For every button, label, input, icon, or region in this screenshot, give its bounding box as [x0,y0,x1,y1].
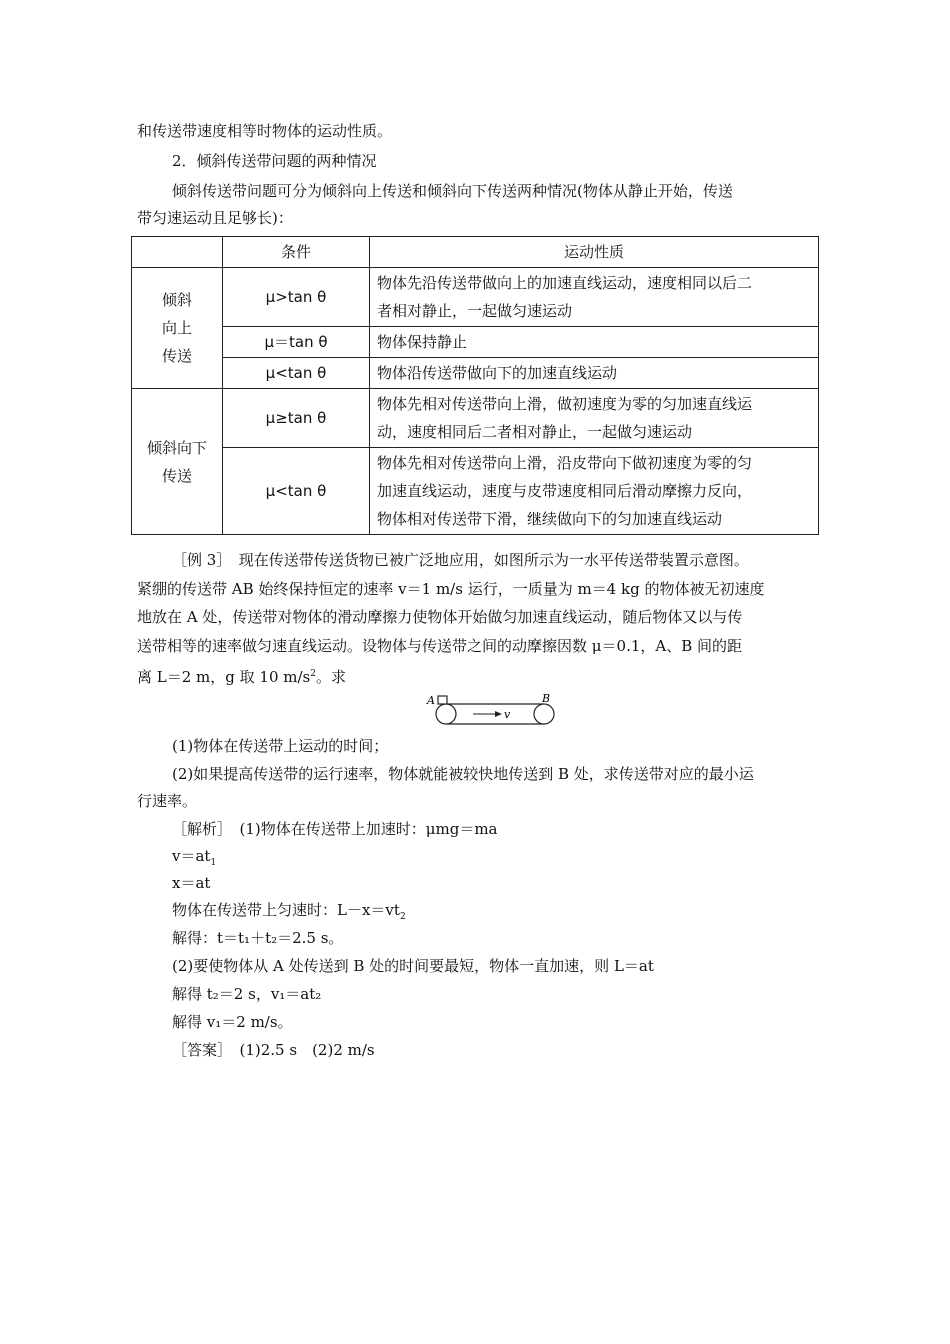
label-v: v [504,708,511,721]
solution-line: 解得：t＝t₁＋t₂＝2.5 s。 [172,929,344,947]
solution-line: (2)要使物体从 A 处传送到 B 处的时间要最短，物体一直加速，则 L＝at [172,957,654,975]
group-up-line: 向上 [161,319,192,337]
motion-cell [370,389,819,448]
group-down-line: 传送 [161,466,192,485]
motion-line: 者相对静止，一起做匀速运动 [377,302,573,320]
group-up-label [132,268,223,389]
solution-sub: 2 [399,912,406,922]
example-line: 送带相等的速率做匀速直线运动。设物体与传送带之间的动摩擦因数 μ＝0.1，A、B 间的距 [137,637,742,655]
solution-sub: 1 [210,858,217,868]
example-line: ［例 3］ 现在传送带传送货物已被广泛地应用，如图所示为一水平传送带装置示意图。 [172,551,749,569]
question-2-cont: 行速率。 [137,792,198,810]
question-2: (2)如果提高传送带的运行速率，物体就能被较快地传送到 B 处，求传送带对应的最小运 [172,765,754,783]
header-empty [132,237,223,268]
motion-cell: 物体沿传送带做向下的加速直线运动 [370,358,819,389]
motion-cell: 物体保持静止 [370,327,819,358]
solution-text: v＝at [172,847,211,865]
intro-paragraph: 倾斜传送带问题可分为倾斜向上传送和倾斜向下传送两种情况(物体从静止开始，传送 [172,182,733,200]
motion-line: 物体先相对传送带向上滑，做初速度为零的匀加速直线运 [377,395,753,413]
solution-text: 物体在传送带上匀速时：L－x＝vt [172,901,400,919]
motion-line: 物体相对传送带下滑，继续做向下的匀加速直线运动 [377,510,723,528]
conveyor-diagram [425,693,559,729]
conveyor-table [131,236,819,535]
condition-cell: μ>tan θ [223,268,370,327]
motion-line: 物体先相对传送带向上滑，沿皮带向下做初速度为零的匀 [377,454,753,472]
arrow-head-icon [495,711,502,717]
table-row [132,358,819,389]
condition-cell: μ＝tan θ [223,327,370,358]
label-b: B [542,692,551,705]
solution-line [172,899,406,928]
header-motion: 运动性质 [370,237,819,268]
condition-cell: μ<tan θ [223,358,370,389]
right-roller [534,704,554,724]
example-line [137,663,346,688]
motion-cell [370,448,819,535]
table-row [132,268,819,327]
example-text: 。求 [315,668,346,686]
motion-cell [370,268,819,327]
solution-line: x＝at [172,874,211,892]
motion-line: 物体先沿传送带做向上的加速直线运动，速度相同以后二 [377,274,753,292]
example-text: 离 L＝2 m，g 取 10 m/s [137,668,311,686]
condition-cell: μ≥tan θ [223,389,370,448]
table-row [132,448,819,535]
conveyor-figure [425,693,559,729]
table-row [132,389,819,448]
solution-line [172,845,216,874]
intro-paragraph-cont: 带匀速运动且足够长)： [137,209,293,227]
solution-line: ［解析］ (1)物体在传送带上加速时：μmg＝ma [172,820,498,838]
example-line: 紧绷的传送带 AB 始终保持恒定的速率 v＝1 m/s 运行，一质量为 m＝4 kg 的物体被无初速度 [137,580,765,598]
group-down-line: 倾斜向下 [146,438,207,457]
answer-line: ［答案］ (1)2.5 s (2)2 m/s [172,1041,375,1059]
intro-line: 和传送带速度相等时物体的运动性质。 [137,122,393,140]
header-condition: 条件 [223,237,370,268]
left-roller [436,704,456,724]
group-up-line: 传送 [161,347,192,365]
solution-line: 解得 v₁＝2 m/s。 [172,1013,293,1031]
example-line: 地放在 A 处，传送带对物体的滑动摩擦力使物体开始做匀加速直线运动，随后物体又以与传 [137,608,743,626]
section-heading: 2．倾斜传送带问题的两种情况 [172,152,377,170]
condition-cell: μ<tan θ [223,448,370,535]
motion-line: 加速直线运动，速度与皮带速度相同后滑动摩擦力反向， [377,482,753,500]
group-down-label [132,389,223,535]
example-sup: 2 [310,669,316,679]
group-up-line: 倾斜 [161,291,192,309]
label-a: A [427,694,435,707]
question-1: (1)物体在传送带上运动的时间； [172,737,389,755]
table-row [132,327,819,358]
solution-line: 解得 t₂＝2 s，v₁＝at₂ [172,985,322,1003]
motion-line: 动，速度相同后二者相对静止，一起做匀速运动 [377,423,693,441]
table-header-row [132,237,819,268]
cargo-box [438,696,447,704]
